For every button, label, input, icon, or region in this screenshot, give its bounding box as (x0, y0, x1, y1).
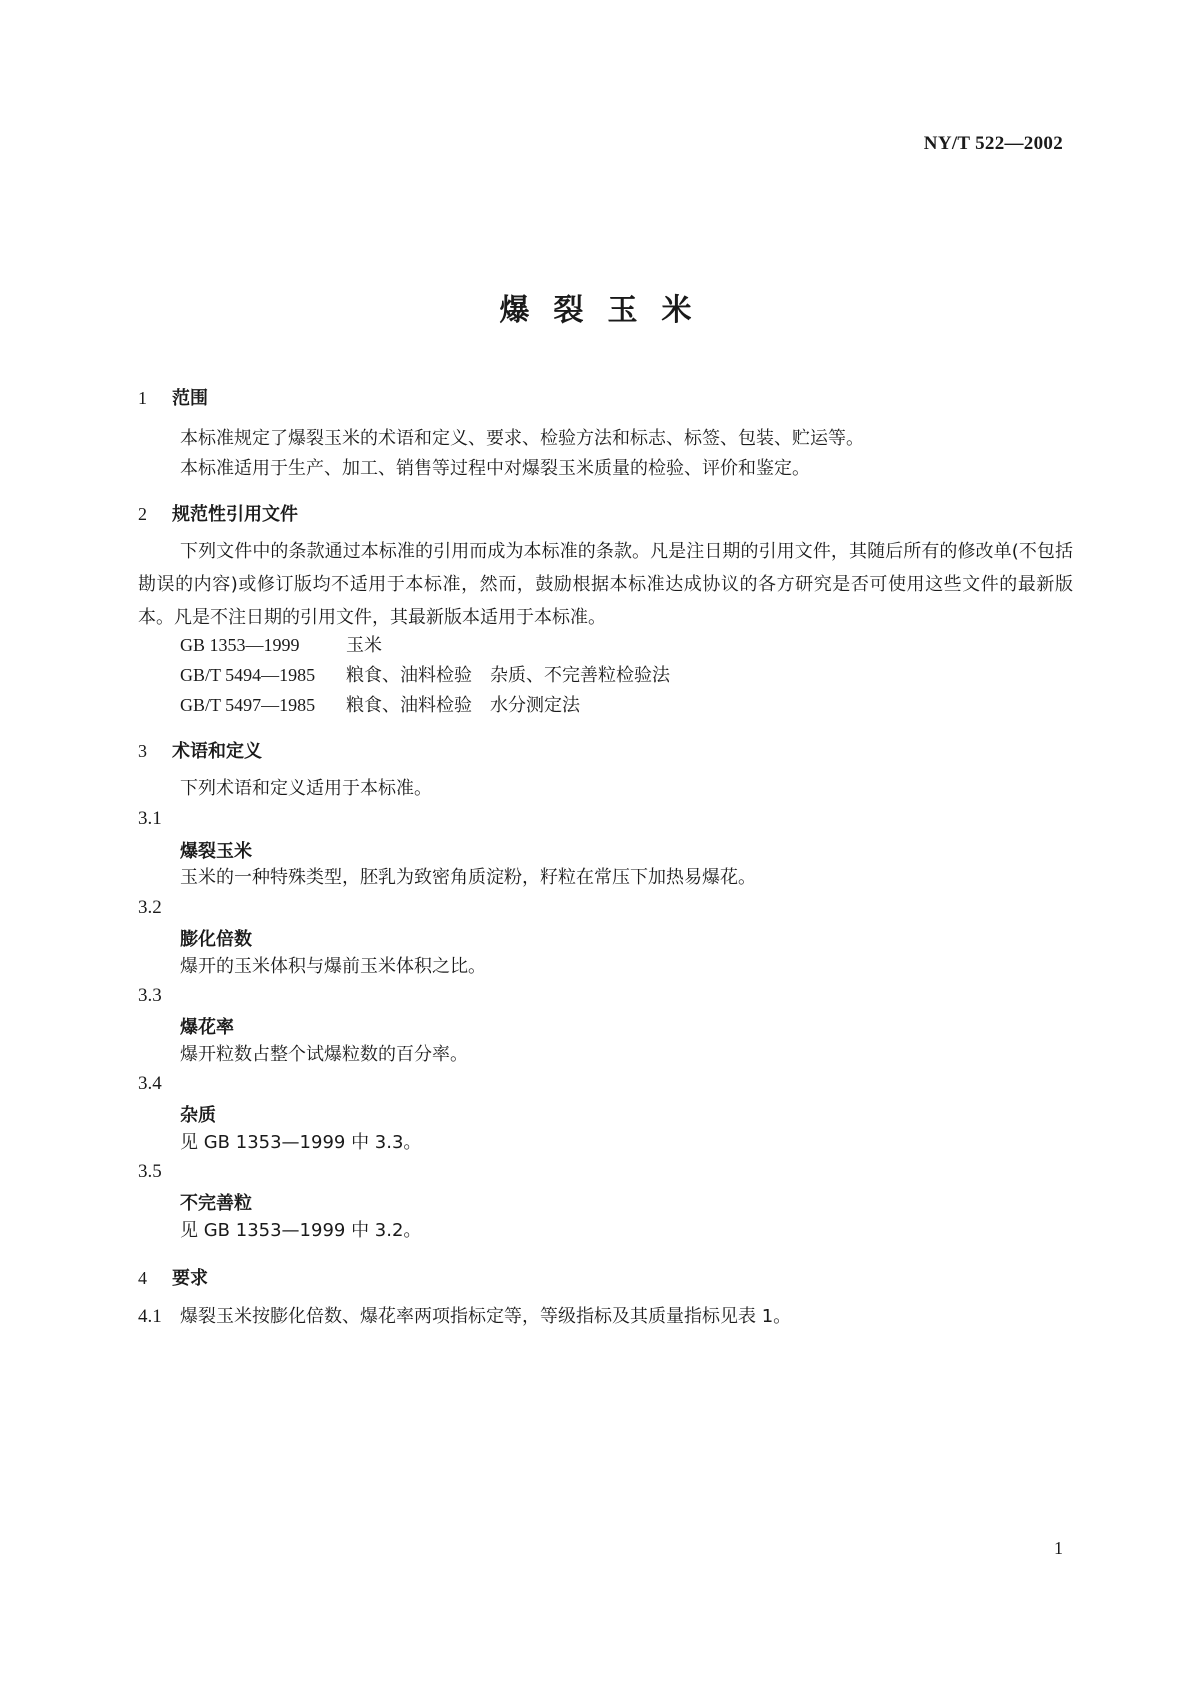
paragraph: 本标准规定了爆裂玉米的术语和定义、要求、检验方法和标志、标签、包装、贮运等。 (180, 428, 864, 449)
page-number: 1 (1054, 1538, 1063, 1558)
clause-number: 3.1 (138, 808, 162, 829)
section-4-heading (138, 1264, 208, 1290)
section-number: 2 (138, 504, 147, 524)
clause-text: 爆裂玉米按膨化倍数、爆花率两项指标定等，等级指标及其质量指标见表 1。 (180, 1306, 792, 1327)
section-3-heading (138, 737, 262, 763)
clause-number: 3.3 (138, 985, 162, 1006)
term-name: 爆花率 (180, 1017, 234, 1038)
paragraph: 本标准适用于生产、加工、销售等过程中对爆裂玉米质量的检验、评价和鉴定。 (180, 458, 810, 479)
term-definition: 爆开的玉米体积与爆前玉米体积之比。 (180, 956, 486, 977)
clause-number: 3.5 (138, 1161, 162, 1182)
term-name: 不完善粒 (180, 1193, 252, 1214)
term-name: 爆裂玉米 (180, 841, 252, 862)
term-definition: 爆开粒数占整个试爆粒数的百分率。 (180, 1044, 468, 1065)
term-name: 杂质 (180, 1105, 216, 1126)
section-title: 规范性引用文件 (172, 504, 298, 525)
section-2-heading (138, 500, 298, 526)
section-title: 要求 (172, 1268, 208, 1289)
reference-name: 粮食、油料检验 水分测定法 (346, 695, 580, 716)
clause-number: 4.1 (138, 1306, 162, 1327)
section-number: 1 (138, 388, 147, 408)
document-title: 爆裂玉米 (499, 293, 716, 328)
reference-row (180, 661, 670, 687)
term-definition: 玉米的一种特殊类型，胚乳为致密角质淀粉，籽粒在常压下加热易爆花。 (180, 867, 756, 888)
term-definition: 见 GB 1353—1999 中 3.3。 (180, 1132, 422, 1153)
reference-name: 玉米 (346, 635, 382, 656)
section-number: 4 (138, 1268, 147, 1288)
clause-number: 3.4 (138, 1073, 162, 1094)
reference-row (180, 631, 382, 657)
section-title: 范围 (172, 388, 208, 409)
section-1-heading (138, 384, 208, 410)
term-name: 膨化倍数 (180, 929, 252, 950)
paragraph: 下列术语和定义适用于本标准。 (180, 778, 432, 799)
requirement-clause (138, 1302, 791, 1328)
reference-name: 粮食、油料检验 杂质、不完善粒检验法 (346, 665, 670, 686)
paragraph: 下列文件中的条款通过本标准的引用而成为本标准的条款。凡是注日期的引用文件，其随后所有的修改单(不包括勘误的内容)或修订版均不适用于本标准，然而，鼓励根据本标准达成协议的各方研究是否可使用这些文件的最新版本。凡是不注日期的引用文件，其最新版本适用于本标准。 (138, 541, 1073, 628)
clause-number: 3.2 (138, 897, 162, 918)
reference-code: GB 1353—1999 (180, 635, 300, 655)
reference-row (180, 691, 580, 717)
section-number: 3 (138, 741, 147, 761)
term-definition: 见 GB 1353—1999 中 3.2。 (180, 1220, 422, 1241)
standard-code: NY/T 522—2002 (923, 133, 1063, 154)
reference-code: GB/T 5494—1985 (180, 665, 316, 685)
section-title: 术语和定义 (172, 741, 262, 762)
reference-code: GB/T 5497—1985 (180, 695, 316, 715)
